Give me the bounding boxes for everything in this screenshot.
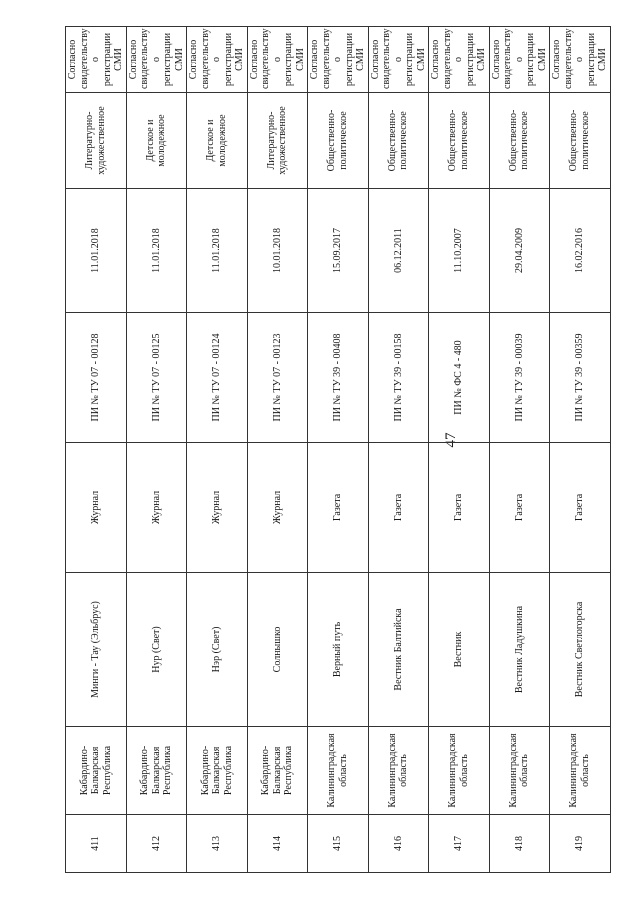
region-cell: Кабардино-Балкарская Республика: [66, 727, 127, 815]
media-type-cell: Газета: [308, 443, 369, 573]
registration-date-cell: 11.01.2018: [66, 189, 127, 313]
row-number: 419: [550, 815, 611, 873]
registration-number-cell: ПИ № ТУ 07 - 00123: [247, 313, 308, 443]
media-registry-table: [65, 26, 611, 873]
region-cell: Калининградская область: [489, 727, 550, 815]
region-cell: Кабардино-Балкарская Республика: [126, 727, 187, 815]
theme-cell: Литературно-художественное: [247, 93, 308, 189]
registration-date-cell: 11.01.2018: [126, 189, 187, 313]
row-number: 416: [368, 815, 429, 873]
theme-cell: Детское и молодежное: [187, 93, 248, 189]
media-title-cell: Минги - Тау (Эльбрус): [66, 573, 127, 727]
basis-cell: Согласно свидетельству о регистрации СМИ: [550, 27, 611, 93]
media-type-cell: Журнал: [66, 443, 127, 573]
basis-cell: Согласно свидетельству о регистрации СМИ: [489, 27, 550, 93]
row-number: 413: [187, 815, 248, 873]
basis-cell: Согласно свидетельству о регистрации СМИ: [126, 27, 187, 93]
table-row: [187, 27, 248, 873]
table-row: [489, 27, 550, 873]
row-number: 412: [126, 815, 187, 873]
media-title-cell: Солнышко: [247, 573, 308, 727]
theme-cell: Общественно-политическое: [368, 93, 429, 189]
table-row: [550, 27, 611, 873]
registration-number-cell: ПИ № ТУ 39 - 00039: [489, 313, 550, 443]
theme-cell: Общественно-политическое: [308, 93, 369, 189]
theme-cell: Детское и молодежное: [126, 93, 187, 189]
media-type-cell: Журнал: [187, 443, 248, 573]
region-cell: Калининградская область: [308, 727, 369, 815]
media-registry-sheet: [65, 27, 608, 873]
row-number: 417: [429, 815, 490, 873]
basis-cell: Согласно свидетельству о регистрации СМИ: [429, 27, 490, 93]
theme-cell: Литературно-художественное: [66, 93, 127, 189]
registration-number-cell: ПИ № ТУ 07 - 00125: [126, 313, 187, 443]
registration-date-cell: 10.01.2018: [247, 189, 308, 313]
rotated-table-container: [65, 27, 608, 873]
media-title-cell: Вестник Ладушкина: [489, 573, 550, 727]
table-row: [308, 27, 369, 873]
table-row: [247, 27, 308, 873]
registration-date-cell: 11.10.2007: [429, 189, 490, 313]
theme-cell: Общественно-политическое: [550, 93, 611, 189]
region-cell: Калининградская область: [368, 727, 429, 815]
theme-cell: Общественно-политическое: [489, 93, 550, 189]
registration-number-cell: ПИ № ТУ 07 - 00124: [187, 313, 248, 443]
media-title-cell: Вестник Балтийска: [368, 573, 429, 727]
media-title-cell: Верный путь: [308, 573, 369, 727]
media-type-cell: Журнал: [126, 443, 187, 573]
basis-cell: Согласно свидетельству о регистрации СМИ: [368, 27, 429, 93]
registration-date-cell: 11.01.2018: [187, 189, 248, 313]
row-number: 414: [247, 815, 308, 873]
region-cell: Калининградская область: [429, 727, 490, 815]
table-row: [368, 27, 429, 873]
media-type-cell: Газета: [489, 443, 550, 573]
table-row: [429, 27, 490, 873]
row-number: 411: [66, 815, 127, 873]
media-title-cell: Вестник: [429, 573, 490, 727]
theme-cell: Общественно-политическое: [429, 93, 490, 189]
media-title-cell: Вестник Светлогорска: [550, 573, 611, 727]
basis-cell: Согласно свидетельству о регистрации СМИ: [187, 27, 248, 93]
row-number: 418: [489, 815, 550, 873]
page-number: 47: [443, 432, 459, 448]
row-number: 415: [308, 815, 369, 873]
table-row: [66, 27, 127, 873]
media-type-cell: Газета: [550, 443, 611, 573]
media-type-cell: Газета: [368, 443, 429, 573]
table-row: [126, 27, 187, 873]
registration-date-cell: 15.09.2017: [308, 189, 369, 313]
registration-number-cell: ПИ № ТУ 39 - 00408: [308, 313, 369, 443]
registration-date-cell: 29.04.2009: [489, 189, 550, 313]
registration-number-cell: ПИ № ТУ 07 - 00128: [66, 313, 127, 443]
media-title-cell: Нэр (Свет): [187, 573, 248, 727]
basis-cell: Согласно свидетельству о регистрации СМИ: [247, 27, 308, 93]
basis-cell: Согласно свидетельству о регистрации СМИ: [66, 27, 127, 93]
registration-date-cell: 06.12.2011: [368, 189, 429, 313]
media-type-cell: Журнал: [247, 443, 308, 573]
basis-cell: Согласно свидетельству о регистрации СМИ: [308, 27, 369, 93]
media-title-cell: Нур (Свет): [126, 573, 187, 727]
registration-date-cell: 16.02.2016: [550, 189, 611, 313]
region-cell: Кабардино-Балкарская Республика: [187, 727, 248, 815]
registration-number-cell: ПИ № ТУ 39 - 00158: [368, 313, 429, 443]
media-type-cell: Газета: [429, 443, 490, 573]
region-cell: Кабардино-Балкарская Республика: [247, 727, 308, 815]
registration-number-cell: ПИ № ФС 4 - 480: [429, 313, 490, 443]
table-body: [66, 27, 611, 873]
region-cell: Калининградская область: [550, 727, 611, 815]
registration-number-cell: ПИ № ТУ 39 - 00359: [550, 313, 611, 443]
